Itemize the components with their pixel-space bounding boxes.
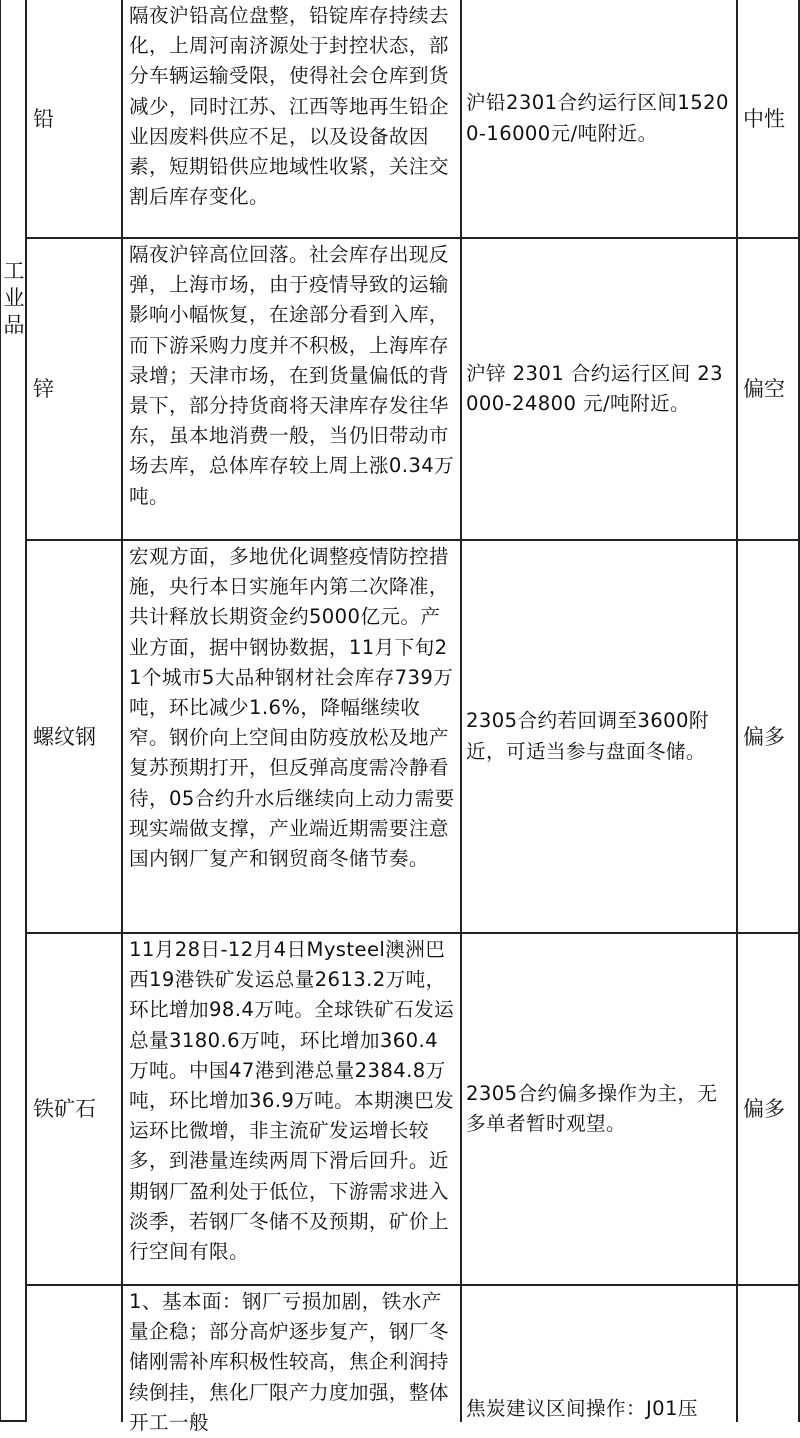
table-row-zinc-advice (462, 239, 738, 541)
table-row-coke-description: 1、基本面：钢厂亏损加剧，铁水产量企稳；部分高炉逐步复产，钢厂冬储刚需补库积极性较高，焦企利润持续倒挂，焦化厂限产力度加强，整体开工一般 (123, 1286, 462, 1422)
table-row-lead-advice (462, 0, 738, 239)
table-row-iron-ore-name (27, 934, 123, 1286)
commodity-name: 锌 (33, 377, 54, 401)
table-row-rebar-advice (462, 541, 738, 934)
table-row-rebar-view (738, 541, 800, 934)
table-row-coke-advice (462, 1286, 738, 1422)
strategy-text: 2305合约偏多操作为主，无多单者暂时观望。 (466, 1081, 718, 1135)
commodity-name: 铅 (33, 106, 54, 131)
strategy-text: 沪铅2301合约运行区间15200-16000元/吨附近。 (466, 91, 729, 145)
table-row-lead-description: 隔夜沪铅高位盘整，铅锭库存持续去化，上周河南济源处于封控状态，部分车辆运输受限，使得社会仓库到货减少，同时江苏、江西等地再生铅企业因废料供应不足，以及设备故因素，短期铅供应地域性收紧，关注交割后库存变化。 (123, 0, 462, 239)
table-row-zinc-name (27, 239, 123, 541)
category-label: 工业品 (3, 259, 25, 337)
strategy-text: 焦炭建议区间操作：J01压 (466, 1397, 698, 1420)
outlook-badge: 中性 (743, 106, 785, 131)
table-row-lead-name (27, 0, 123, 239)
table-row-iron-ore-description: 11月28日-12月4日Mysteel澳洲巴西19港铁矿发运总量2613.2万吨，环比增加98.4万吨。全球铁矿石发运总量3180.6万吨，环比增加360.4万吨。中国47港到港总量2384.8万吨，环比增加36.9万吨。本期澳巴发运环比微增，非主流矿发运增长较多，到港量连续两周下滑后回升。近期钢厂盈利处于低位，下游需求进入淡季，若钢厂冬储不及预期，矿价上行空间有限。 (123, 934, 462, 1286)
table-row-iron-ore-advice (462, 934, 738, 1286)
table-row-iron-ore-view (738, 934, 800, 1286)
outlook-badge: 偏多 (743, 1097, 785, 1121)
commodity-name: 螺纹钢 (33, 724, 96, 749)
table-row-coke-view (738, 1286, 800, 1422)
category-cell (0, 0, 27, 1422)
table-row-coke-name (27, 1286, 123, 1422)
outlook-badge: 偏多 (743, 724, 785, 749)
outlook-badge: 偏空 (743, 377, 785, 401)
commodity-name: 铁矿石 (33, 1097, 96, 1121)
table-row-zinc-view (738, 239, 800, 541)
table-row-lead-view (738, 0, 800, 239)
table-row-zinc-description: 隔夜沪锌高位回落。社会库存出现反弹，上海市场，由于疫情导致的运输影响小幅恢复，在途部分看到入库，而下游采购力度并不积极，上海库存录增；天津市场，在到货量偏低的背景下，部分持货商将天津库存发往华东，虽本地消费一般，当仍旧带动市场去库，总体库存较上周上涨0.34万吨。 (123, 239, 462, 541)
table-row-rebar-description: 宏观方面，多地优化调整疫情防控措施，央行本日实施年内第二次降准，共计释放长期资金约5000亿元。产业方面，据中钢协数据，11月下旬21个城市5大品种钢材社会库存739万吨，环比减少1.6%，降幅继续收窄。钢价向上空间由防疫放松及地产复苏预期打开，但反弹高度需冷静看待，05合约升水后继续向上动力需要现实端做支撑，产业端近期需要注意国内钢厂复产和钢贸商冬储节奏。 (123, 541, 462, 934)
strategy-text: 2305合约若回调至3600附近，可适当参与盘面冬储。 (466, 709, 709, 763)
strategy-text: 沪锌 2301 合约运行区间 23000-24800 元/吨附近。 (466, 361, 724, 415)
table-row-rebar-name (27, 541, 123, 934)
